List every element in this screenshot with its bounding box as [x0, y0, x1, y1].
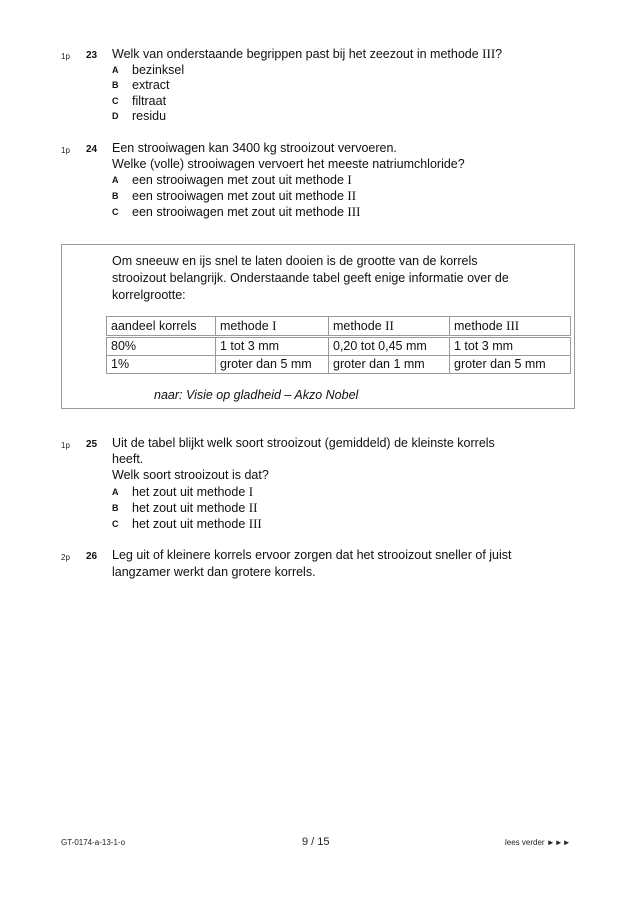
option-text: extract: [132, 78, 170, 92]
answer-option: [112, 93, 166, 109]
question-text: Uit de tabel blijkt welk soort strooizout (gemiddeld) de kleinste korrels: [112, 436, 495, 450]
question-text: heeft.: [112, 452, 144, 466]
option-text: het zout uit methode I: [132, 484, 254, 499]
info-line: strooizout belangrijk. Onderstaande tabel geeft enige informatie over de: [112, 271, 509, 285]
option-text: residu: [132, 109, 167, 123]
table-header-cell: methode I: [216, 317, 329, 337]
table-header-cell: methode II: [329, 317, 450, 337]
option-text: het zout uit methode II: [132, 500, 258, 515]
option-letter: B: [112, 191, 119, 201]
option-text: een strooiwagen met zout uit methode I: [132, 172, 352, 187]
answer-option: [112, 77, 170, 93]
option-letter: A: [112, 65, 119, 75]
table-row: [107, 356, 571, 374]
answer-option: [112, 500, 257, 516]
option-letter: A: [112, 175, 119, 185]
question-text: Welk soort strooizout is dat?: [112, 468, 269, 482]
option-text: een strooiwagen met zout uit methode III: [132, 204, 361, 219]
table-cell: groter dan 5 mm: [216, 356, 329, 374]
option-letter: D: [112, 111, 119, 121]
info-paragraph: [112, 253, 509, 304]
table-cell: 80%: [107, 337, 216, 356]
points-label: 1p: [61, 441, 70, 450]
option-text: bezinksel: [132, 63, 185, 77]
table-cell: 1 tot 3 mm: [216, 337, 329, 356]
option-text: het zout uit methode III: [132, 516, 262, 531]
table-cell: 0,20 tot 0,45 mm: [329, 337, 450, 356]
grain-size-table: [106, 316, 571, 374]
option-letter: B: [112, 80, 119, 90]
option-text: filtraat: [132, 94, 167, 108]
option-letter: C: [112, 96, 119, 106]
question-number: 24: [86, 144, 98, 155]
answer-option: [112, 204, 360, 220]
answer-option: [112, 62, 184, 78]
table-cell: 1%: [107, 356, 216, 374]
answer-option: [112, 516, 262, 532]
info-line: Om sneeuw en ijs snel te laten dooien is de grootte van de korrels: [112, 254, 478, 268]
question-number: 23: [86, 50, 98, 61]
question-number: 25: [86, 439, 98, 450]
table-header-cell: aandeel korrels: [107, 317, 216, 337]
document-code: GT-0174-a-13-1-o: [61, 838, 126, 847]
points-label: 2p: [61, 553, 70, 562]
question-text: Leg uit of kleinere korrels ervoor zorgen dat het strooizout sneller of juist: [112, 548, 512, 562]
option-text: een strooiwagen met zout uit methode II: [132, 188, 357, 203]
continue-label: lees verder ►►►: [505, 838, 571, 847]
table-header-cell: methode III: [450, 317, 571, 337]
question-text: Welk van onderstaande begrippen past bij het zeezout in methode III?: [112, 46, 503, 61]
table-header-row: [107, 317, 571, 337]
option-letter: C: [112, 207, 119, 217]
question-text: Een strooiwagen kan 3400 kg strooizout vervoeren.: [112, 141, 397, 155]
source-citation: naar: Visie op gladheid – Akzo Nobel: [154, 388, 359, 402]
question-number: 26: [86, 551, 98, 562]
question-text: Welke (volle) strooiwagen vervoert het meeste natriumchloride?: [112, 157, 465, 171]
table-cell: 1 tot 3 mm: [450, 337, 571, 356]
option-letter: A: [112, 487, 119, 497]
points-label: 1p: [61, 52, 70, 61]
question-text: langzamer werkt dan grotere korrels.: [112, 565, 316, 579]
answer-option: [112, 484, 253, 500]
info-line: korrelgrootte:: [112, 288, 186, 302]
option-letter: C: [112, 519, 119, 529]
table-row: [107, 337, 571, 356]
answer-option: [112, 188, 356, 204]
table-cell: groter dan 1 mm: [329, 356, 450, 374]
answer-option: [112, 108, 166, 124]
option-letter: B: [112, 503, 119, 513]
page-number: 9 / 15: [302, 836, 330, 848]
answer-option: [112, 172, 352, 188]
table-cell: groter dan 5 mm: [450, 356, 571, 374]
points-label: 1p: [61, 146, 70, 155]
